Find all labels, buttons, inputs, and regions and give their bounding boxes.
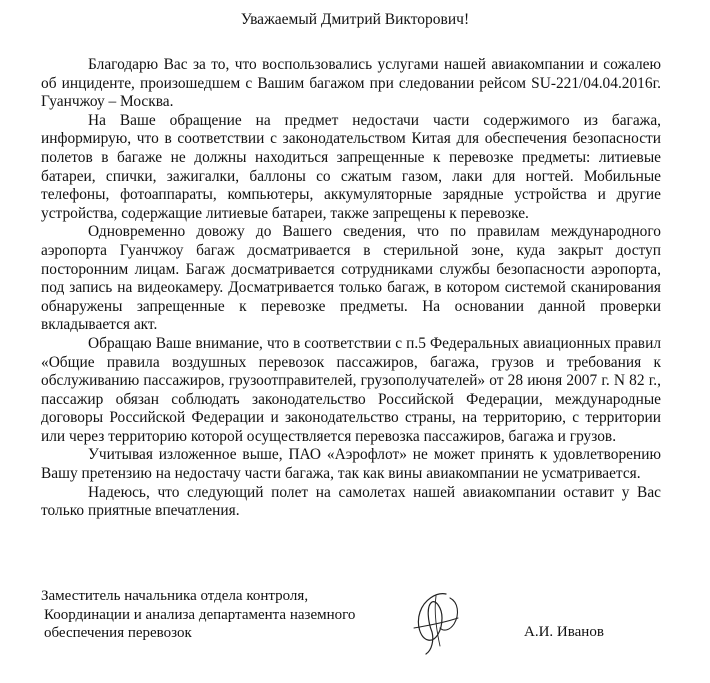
signatory-name: А.И. Иванов xyxy=(524,624,604,640)
letter-body xyxy=(41,56,661,521)
paragraph-claim-decision: Учитывая изложенное выше, ПАО «Аэрофлот» не может принять к удовлетворению Вашу претензию на недостачу части багажа, так как вины авиакомпании не усматривается. xyxy=(41,446,661,483)
handwritten-signature xyxy=(406,588,468,658)
position-line: Координации и анализа департамента наземного xyxy=(44,606,356,623)
letter-salutation: Уважаемый Дмитрий Викторович! xyxy=(240,11,470,28)
paragraph-prohibited-items: На Ваше обращение на предмет недостачи части содержимого из багажа, информирую, что в соответствии с законодательством Китая для обеспечения безопасности полетов в багаже не должны находиться запрещенные к перевозке предметы: литиевые батареи, спички, зажигалки, баллоны со сжатым газом, лаки для ногтей. Мобильные телефоны, фотоаппараты, компьютеры, аккумуляторные зарядные устройства и другие устройства, содержащие литиевые батареи, также запрещены к перевозке. xyxy=(41,111,661,222)
paragraph-screening-procedure: Одновременно довожу до Вашего сведения, что по правилам международного аэропорта Гуанчжоу багаж досматривается в стерильной зоне, куда закрыт доступ посторонним лицам. Багаж досматривается сотрудниками службы безопасности аэропорта, под запись на видеокамеру. Досматривается только багаж, в котором системой сканирования обнаружены запрещенные к перевозке предметы. На основании данной проверки вкладывается акт. xyxy=(41,223,661,334)
signatory-position xyxy=(41,587,401,643)
position-line: обеспечения перевозок xyxy=(44,625,192,641)
paragraph-closing: Надеюсь, что следующий полет на самолетах нашей авиакомпании оставит у Вас только приятные впечатления. xyxy=(41,483,661,520)
paragraph-thanks: Благодарю Вас за то, что воспользовались услугами нашей авиакомпании и сожалею об инциденте, произошедшем с Вашим багажом при следовании рейсом SU-221/04.04.2016г. Гуанчжоу – Москва. xyxy=(41,56,661,111)
position-line: Заместитель начальника отдела контроля, xyxy=(41,588,309,604)
paragraph-regulations: Обращаю Ваше внимание, что в соответствии с п.5 Федеральных авиационных правил «Общие правила воздушных перевозок пассажиров, багажа, грузов и требования к обслуживанию пассажиров, грузоотправителей, грузополучателей» от 28 июня 2007 г. N 82 г., пассажир обязан соблюдать законодательство Российской Федерации, международные договоры Российской Федерации и законодательство страны, на территорию, с территории или через территорию которой осуществляется перевозка пассажиров, багажа и грузов. xyxy=(41,334,661,445)
